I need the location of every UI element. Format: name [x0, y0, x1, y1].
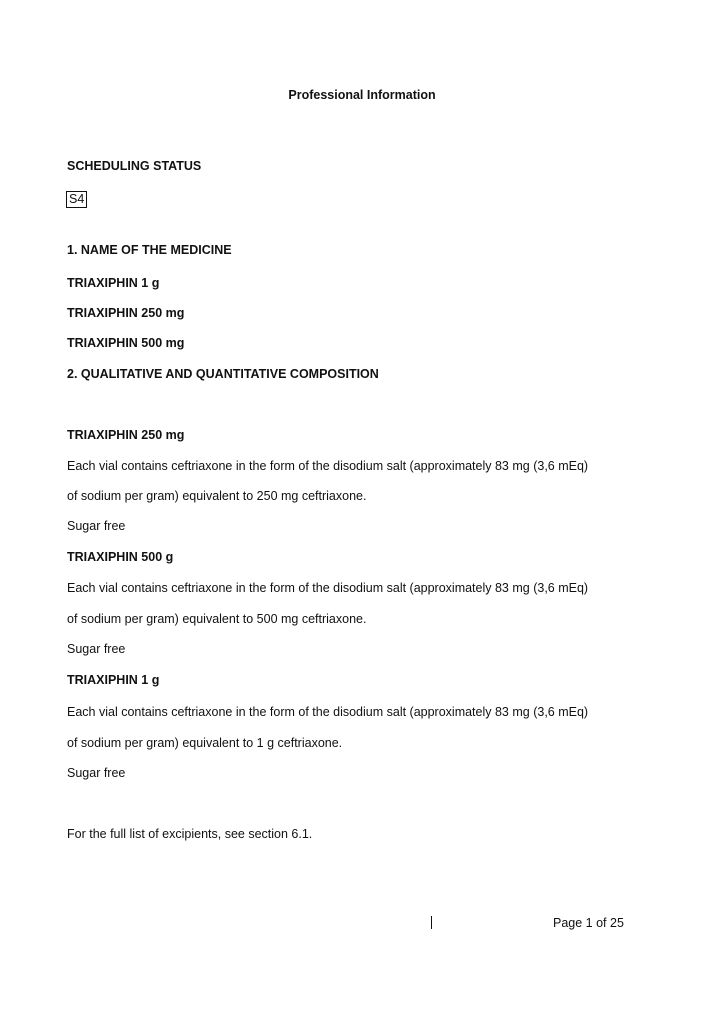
sugar-free-note: Sugar free [67, 519, 126, 533]
excipients-note: For the full list of excipients, see section 6.1. [67, 827, 313, 841]
composition-name-500g: TRIAXIPHIN 500 g [67, 550, 174, 564]
medicine-name-1: TRIAXIPHIN 1 g [67, 276, 160, 290]
scheduling-status-heading: SCHEDULING STATUS [67, 159, 202, 173]
sugar-free-note: Sugar free [67, 642, 126, 656]
composition-line-1: Each vial contains ceftriaxone in the form of the disodium salt (approximately 83 mg (3,6 mEq) [67, 705, 589, 719]
section-2-heading: 2. QUALITATIVE AND QUANTITATIVE COMPOSITION [67, 367, 379, 381]
composition-line-2: of sodium per gram) equivalent to 1 g ceftriaxone. [67, 736, 343, 750]
medicine-name-2: TRIAXIPHIN 250 mg [67, 306, 185, 320]
composition-line-2: of sodium per gram) equivalent to 250 mg ceftriaxone. [67, 489, 367, 503]
page-number: Page 1 of 25 [553, 916, 624, 930]
composition-name-1g: TRIAXIPHIN 1 g [67, 673, 160, 687]
composition-name-250mg: TRIAXIPHIN 250 mg [67, 428, 185, 442]
scheduling-status-badge [66, 191, 87, 208]
scheduling-status-value: S4 [66, 191, 87, 208]
sugar-free-note: Sugar free [67, 766, 126, 780]
composition-line-1: Each vial contains ceftriaxone in the form of the disodium salt (approximately 83 mg (3,6 mEq) [67, 581, 589, 595]
medicine-name-3: TRIAXIPHIN 500 mg [67, 336, 185, 350]
text-cursor-mark [431, 916, 432, 929]
composition-line-1: Each vial contains ceftriaxone in the form of the disodium salt (approximately 83 mg (3,6 mEq) [67, 459, 589, 473]
page-title: Professional Information [288, 88, 436, 102]
section-1-heading: 1. NAME OF THE MEDICINE [67, 243, 232, 257]
composition-line-2: of sodium per gram) equivalent to 500 mg ceftriaxone. [67, 612, 367, 626]
